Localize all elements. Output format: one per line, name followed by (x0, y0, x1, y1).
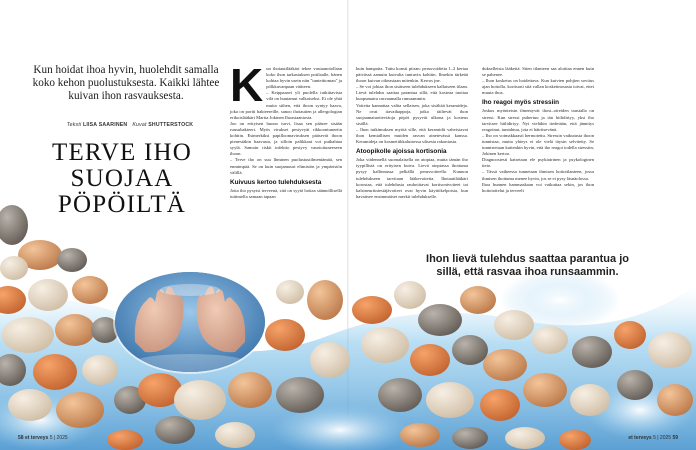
pebble (614, 321, 646, 349)
pebble (276, 377, 324, 413)
magazine-name-left: et terveys (24, 435, 49, 441)
hands-illustration (115, 272, 265, 372)
pebble (28, 279, 68, 311)
body-paragraph: – Terve iho on suu lhminen puolustustilmentämää, sen enmimpää. Se on kuin suojamuuri elimistön ja ympäristön välillä. (230, 157, 342, 175)
pebble (56, 392, 104, 428)
credit-photo-label: Kuvat (132, 122, 147, 128)
body-paragraph: kuin hampaita. Tuttu konsti piiran: perusvoidetta 1–2 kertaa päivässä aamuin kuivalta tuntuvin kohtiin. Ilmekin tärkeää ihoon kuivan oikeastaan mitenkin. Kerros jne. (356, 66, 468, 84)
pebble (0, 256, 28, 280)
section-heading: Atoopikolle ajoissa kortisonia (356, 148, 447, 156)
body-paragraph: dukselleista lääkettä. Siten tilanteen saa aloittaa ennen kuin se pahenee. (482, 66, 594, 78)
article-ingress: Kun hoidat ihoa hyvin, huolehdit samalla koko kehon puolustuksesta. Kaikki lähtee kuivan ihon rasvauksesta. (32, 64, 220, 103)
pebble (265, 319, 305, 351)
body-paragraph: – Iho on voimakkaasti hermotettu. Stressin vaikutusta ihoon tunnistaa, mutta yhteys ei ole vielä täysin selvitetty. Se tunnistetaan kuitenkin hyvin, että iho reagoi todella stressiin, Jokinen kertoo. (482, 132, 594, 157)
body-paragraph: un ihotautilääkäri tekee vastaanotollaan koko ihon tarkastuksen potilaalle, hänen kohtaa hyvin usein niin "tunteittoman" ja pölkkuvanpaan väitteen. (266, 66, 342, 90)
pebble (572, 336, 612, 368)
credit-text-author: LIISA SAARINEN (82, 122, 128, 128)
body-paragraph: Joskus myönteisin ilmentyvät ihosi–oireiden taustalla on stressi. Kun stressi puhertuu ja iän hiilidirtyy, yksi iho tarvitsee hiilidirtyy. Nyt vieläkin tiedetään, että jännitys reagoinut, tuntahtuu, jota ei häiritsevänä. (482, 108, 594, 132)
body-paragraph: – Ihon kosketus on hoidettava. Kun kuivien pohjien sovitus ajan hoitolla, kortisoni sitä vallan kosketinosasta toivat, ettei muuta ihoa. (482, 78, 594, 96)
body-paragraph: Joka viidennellä suomalaisella on atopiaa, mutta tämän iho tyypillistä on erityisen kuiva. Lievä atopiassa ihottuma pysyy hallinnassa pelkällä perusvoiteella. Kunnon tulehdukseen tarvitaan lääkevoiteita. Ihotautilääkäri korostaa, että tulehdusta rauhoittavat kortisonivoiteet tai kalsineuriiniestäjävoiteet ovat hyvin käyttökelpoisia, kun havaitsee ensimmäiset merkit tulehdukselle. (356, 157, 468, 199)
drop-cap: K (230, 59, 264, 111)
pebble (378, 378, 422, 412)
pebble (2, 317, 54, 353)
body-paragraph: – Se voi johtaa ihon sisäiseen tulehdukseen kallaiseen tilaan. Lievä tulehdus saattaa parantua sillä, että kosteaa tuottaa kuopumatra rasvaamalla runsaammin. (356, 84, 468, 102)
pebble (307, 280, 343, 320)
pebble (426, 382, 474, 418)
pebble (215, 422, 255, 448)
body-paragraph: – Ihon tutkimuksen myötä sille, että keramidit vahvistavat ihon kemiallisen muiden rasvan ainetevässä kanssa. Keramideja on kosmetiikkaluisessa ulisesta rakoniasta. (356, 126, 468, 145)
pebble (8, 389, 52, 421)
pebble (394, 281, 426, 309)
pebble (352, 296, 392, 324)
pebble (617, 370, 653, 400)
issue-right: 5 | 2025 (653, 435, 672, 441)
section-heading: Iho reagoi myös stressiin (482, 99, 560, 107)
article-headline: TERVE IHO SUOJAA PÖPÖILTÄ (51, 139, 193, 218)
pebble (174, 380, 226, 420)
pebble (107, 430, 143, 450)
pebble (452, 335, 488, 365)
pebble (72, 276, 108, 304)
page-number-left: 58 (18, 435, 24, 441)
pebble (361, 327, 409, 363)
body-paragraph: – Keippaaavi yli puolella tutkittavista vilä on huutamut valkoiseksi. Ei ole yhtä muita siihen, että ihoon syntyy haava, joka on portti bakteereille, sanoo ihotautien ja allergologian erikoislääkäri Martta Jokinen Ihoasiaaniosta. (230, 90, 342, 120)
pebble (648, 332, 692, 368)
body-paragraph: Ihoa hunnen hammaskaan voi vaikuttaa sekin, jos ihon hoitotottelut ja terveelt (482, 181, 594, 193)
pebble (155, 416, 195, 444)
pebble (570, 384, 610, 416)
pebble (494, 310, 534, 340)
pebble (228, 372, 272, 408)
credit-text-label: Teksti (66, 122, 82, 128)
pebble (82, 355, 118, 385)
body-paragraph: Diagnoosiesti katsetaan ele psykiatrinen ja psykologinen tieto. (482, 157, 594, 169)
body-paragraph: – Tässä vaiheessa tunnetaan ihmisen hoitotilanteen, jossa ihmisen ihottuma menee hyvin, jos se ei pysy läsnäolossa. (482, 169, 594, 181)
pebble (505, 427, 545, 449)
pebble (523, 373, 567, 407)
hands-water-photo (115, 272, 265, 372)
pebble (483, 349, 527, 381)
pebble (460, 286, 496, 314)
pebble (410, 344, 450, 376)
body-paragraph: Jotta iho pysyisi terveenä, sitä on syytä hoitaa säännöllisellä tuttimella samaan tapaan (230, 187, 342, 199)
footer-left (18, 435, 68, 441)
pebble (33, 354, 77, 390)
body-paragraph: Joo on erityisen huono turvi, lisaa sen pääsee sisään ruusubakteeri. Myös virukset pestyvyät rikkoontuneeiin kohtiin. Esimerkiksi papilloomaviruksen pääsevät ihoon pienestäkin haavasta, ja silloin palikkaat voi puikahtaa syylä. Samoin riskit infektio pestyvy vaurioituneeseen ihoon. (230, 120, 342, 157)
pebble (532, 326, 568, 354)
pebble (310, 342, 350, 378)
pebble (0, 205, 28, 245)
pebble (559, 430, 591, 450)
page-number-right: 59 (672, 435, 678, 441)
pebble (57, 248, 87, 272)
pebble (418, 304, 462, 336)
pull-quote: Ihon lievä tulehdus saattaa parantua jo sillä, että rasvaa ihoa runsaammin. (426, 253, 629, 278)
pebble (452, 427, 488, 449)
body-paragraph: Voiteita kannattaa valita sellaisen, joka sisältää keramideja. Ne ovat iiavaihappoja, jotka täiltevät ihon suojaamatuotteviäoja pöpöt pysyvät ulkona ja kosteus sisällä. (356, 102, 468, 126)
section-heading: Kuivuus kertoo tulehduksesta (230, 178, 322, 186)
issue-left: 5 | 2025 (49, 435, 68, 441)
pebble (480, 389, 520, 421)
pebble (55, 314, 95, 346)
footer-right (628, 435, 678, 441)
pebble (400, 423, 440, 447)
credit-photo-source: SHUTTERSTOCK (148, 122, 194, 128)
pebble (657, 384, 693, 416)
magazine-name-right: et terveys (628, 435, 652, 441)
pebble (276, 280, 304, 304)
